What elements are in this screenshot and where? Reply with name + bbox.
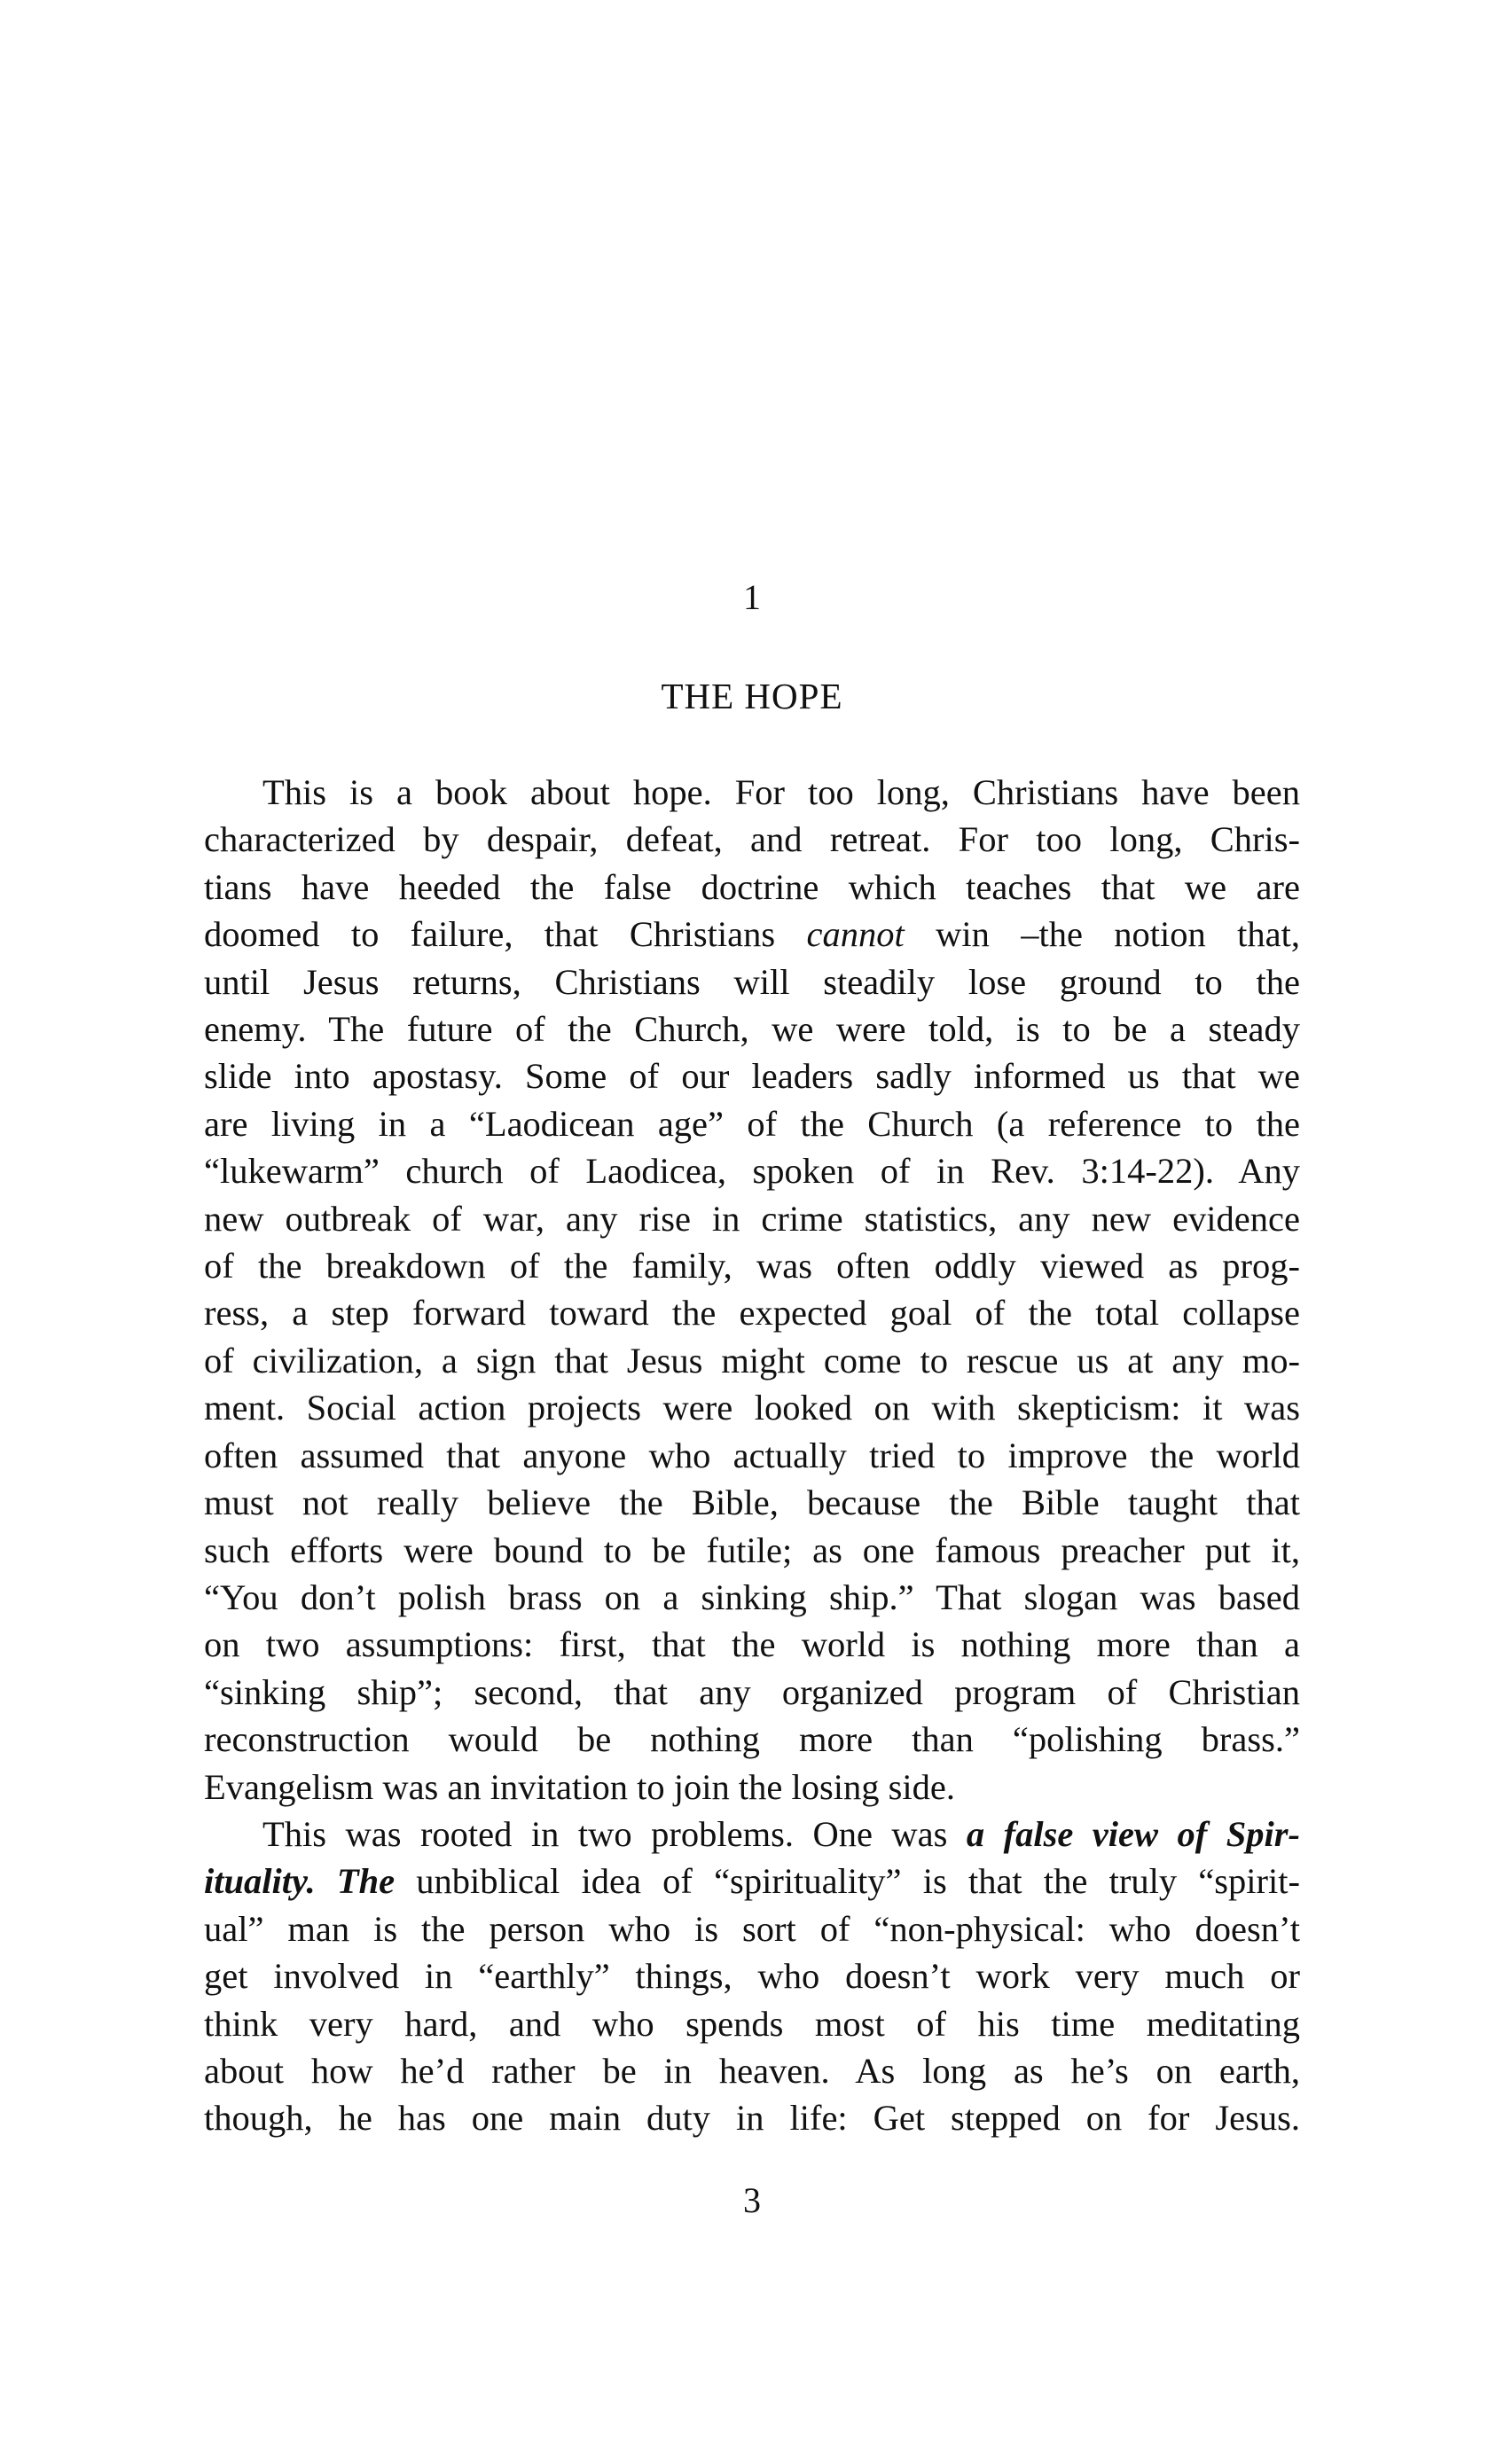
text-line: until Jesus returns, Christians will steadily lose ground to the — [204, 961, 1300, 1002]
text-line: tians have heeded the false doctrine which teaches that we are — [204, 866, 1300, 907]
text-segment: win –the notion that, — [904, 914, 1300, 955]
text-line: “lukewarm” church of Laodicea, spoken of in Rev. 3:14-22). Any — [204, 1151, 1300, 1192]
text-line: slide into apostasy. Some of our leaders sadly informed us that we — [204, 1056, 1300, 1097]
text-line — [204, 911, 1300, 958]
text-line: This is a book about hope. For too long, Christians have been — [262, 772, 1300, 812]
text-line — [204, 1858, 1300, 1905]
text-line — [204, 1811, 1300, 1858]
text-line: get involved in “earthly” things, who doesn’t work very much or — [204, 1956, 1300, 1997]
text-line: of civilization, a sign that Jesus might come to rescue us at any mo- — [204, 1340, 1300, 1381]
text-line: such efforts were bound to be futile; as one famous preacher put it, — [204, 1529, 1300, 1570]
text-line: though, he has one main duty in life: Get stepped on for Jesus. — [204, 2098, 1300, 2139]
text-line: reconstruction would be nothing more than “polishing brass.” — [204, 1719, 1300, 1760]
text-line: ress, a step forward toward the expected goal of the total collapse — [204, 1293, 1300, 1334]
emphasis-false-view: a false view of Spir- — [966, 1813, 1300, 1854]
text-line: on two assumptions: first, that the world is nothing more than a — [204, 1624, 1300, 1665]
text-line: enemy. The future of the Church, we were told, is to be a steady — [204, 1009, 1300, 1050]
text-line: “sinking ship”; second, that any organized program of Christian — [204, 1671, 1300, 1712]
page-number: 3 — [743, 2180, 761, 2220]
text-line: often assumed that anyone who actually tried to improve the world — [204, 1435, 1300, 1475]
text-segment: doomed to failure, that Christians — [204, 914, 807, 955]
emphasis-cannot: cannot — [806, 914, 905, 955]
text-line: think very hard, and who spends most of his time meditating — [204, 2003, 1300, 2044]
text-segment: unbiblical idea of “spirituality” is that the truly “spirit- — [395, 1861, 1300, 1902]
chapter-title: THE HOPE — [661, 676, 843, 716]
text-line: must not really believe the Bible, because the Bible taught that — [204, 1482, 1300, 1523]
paragraph-2 — [204, 1811, 1300, 2142]
body-text — [204, 769, 1300, 2142]
text-segment: This was rooted in two problems. One was — [262, 1813, 967, 1854]
text-line: of the breakdown of the family, was often oddly viewed as prog- — [204, 1246, 1300, 1287]
text-line: characterized by despair, defeat, and retreat. For too long, Chris- — [204, 819, 1300, 860]
emphasis-ituality: ituality. The — [204, 1861, 396, 1902]
text-line: about how he’d rather be in heaven. As long as he’s on earth, — [204, 2050, 1300, 2091]
text-line: Evangelism was an invitation to join the losing side. — [204, 1766, 956, 1807]
text-line: “You don’t polish brass on a sinking ship.” That slogan was based — [204, 1576, 1300, 1617]
chapter-number: 1 — [743, 577, 761, 617]
text-line: new outbreak of war, any rise in crime statistics, any new evidence — [204, 1198, 1300, 1239]
text-line: ment. Social action projects were looked on with skepticism: it was — [204, 1388, 1300, 1428]
paragraph-1 — [204, 769, 1300, 1811]
text-line: are living in a “Laodicean age” of the Church (a reference to the — [204, 1103, 1300, 1144]
text-line: ual” man is the person who is sort of “non-physical: who doesn’t — [204, 1908, 1300, 1949]
